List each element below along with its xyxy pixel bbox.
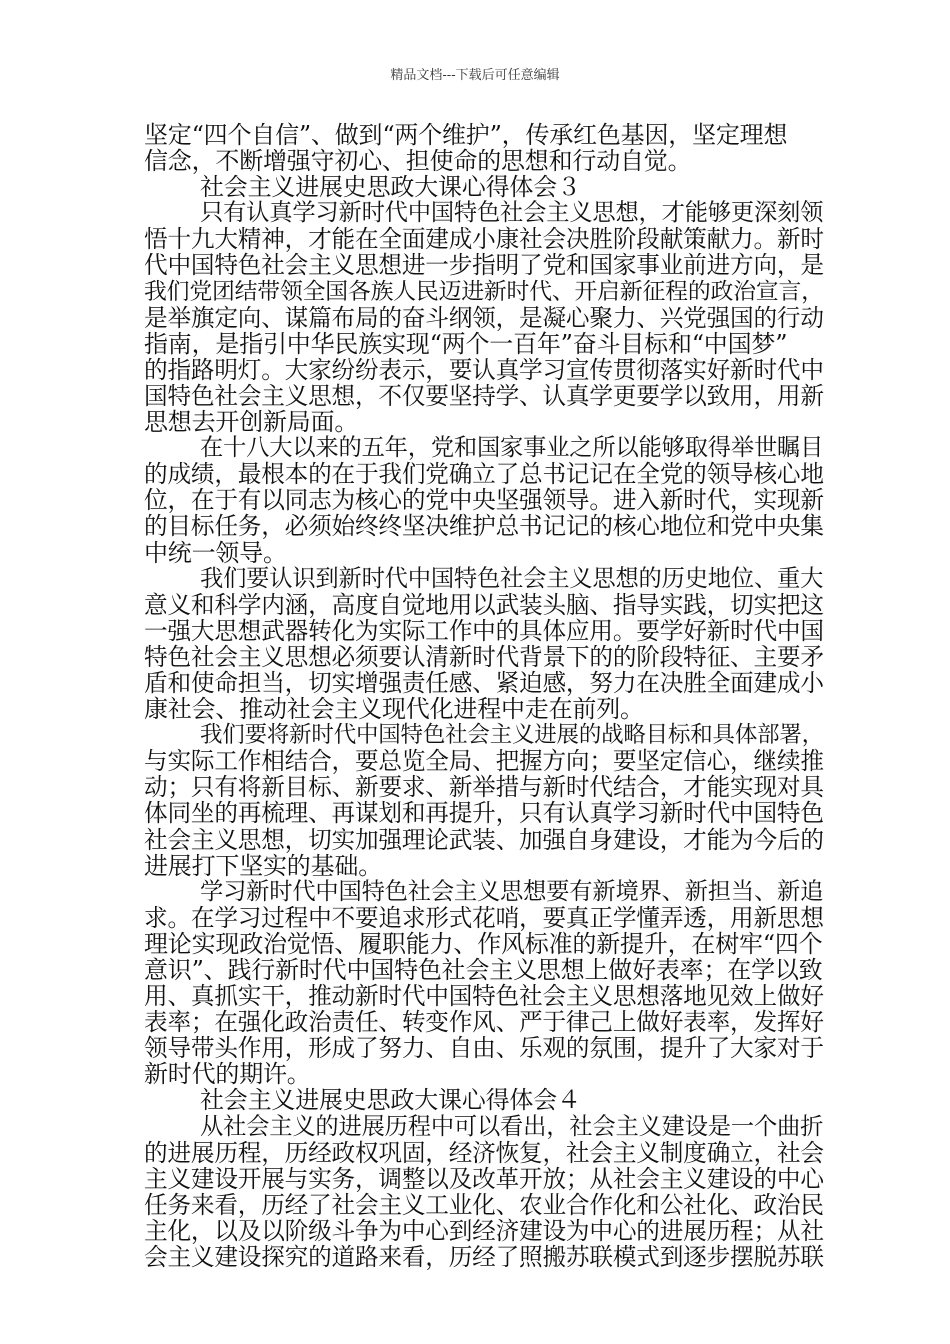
text-line: 意义和科学内涵，高度自觉地用以武装头脑、指导实践，切实把这 [144, 590, 824, 619]
text-line: 信念，不断增强守初心、担使命的思想和行动自觉。 [144, 147, 692, 176]
text-line: 理论实现政治觉悟、履职能力、作风标准的新提升，在树牢“四个 [144, 929, 823, 958]
text-line: 位，在于有以同志为核心的党中央坚强领导。进入新时代，实现新 [144, 486, 824, 515]
text-line: 代中国特色社会主义思想进一步指明了党和国家事业前进方向，是 [144, 251, 824, 280]
text-line: 进展打下坚实的基础。 [144, 851, 382, 880]
text-line: 表率；在强化政治责任、转变作风、严于律己上做好表率，发挥好 [144, 1008, 824, 1037]
text-line: 坚定“四个自信”、做到“两个维护”，传承红色基因，坚定理想 [144, 121, 788, 149]
text-line: 主化，以及以阶级斗争为中心到经济建设为中心的进展历程；从社 [144, 1216, 824, 1245]
text-line: 的成绩，最根本的在于我们党确立了总书记记在全党的领导核心地 [144, 460, 824, 489]
text-line: 是举旗定向、谋篇布局的奋斗纲领，是凝心聚力、兴党强国的行动 [144, 303, 824, 332]
text-line: 动；只有将新目标、新要求、新举措与新时代结合，才能实现对具 [144, 773, 824, 802]
text-line: 与实际工作相结合，要总览全局、把握方向；要坚定信心，继续推 [144, 747, 824, 776]
text-line: 只有认真学习新时代中国特色社会主义思想，才能够更深刻领 [200, 199, 824, 227]
text-line: 我们党团结带领全国各族人民迈进新时代、开启新征程的政治宣言， [144, 278, 824, 305]
text-line: 悟十九大精神，才能在全面建成小康社会决胜阶段献策献力。新时 [144, 225, 824, 254]
text-line: 从社会主义的进展历程中可以看出，社会主义建设是一个曲折 [200, 1112, 824, 1140]
text-line: 思想去开创新局面。 [144, 408, 359, 437]
text-line: 一强大思想武器转化为实际工作中的具体应用。要学好新时代中国 [144, 616, 824, 645]
text-line: 新时代的期许。 [144, 1060, 311, 1089]
text-line: 求。在学习过程中不要追求形式花哨，要真正学懂弄透，用新思想 [144, 903, 824, 932]
text-line: 主义建设开展与实务，调整以及改革开放；从社会主义建设的中心 [144, 1164, 824, 1193]
text-line: 康社会、推动社会主义现代化进程中走在前列。 [144, 695, 644, 724]
text-line: 学习新时代中国特色社会主义思想要有新境界、新担当、新追 [200, 877, 824, 905]
text-line: 盾和使命担当，切实增强责任感、紧迫感，努力在决胜全面建成小 [144, 668, 824, 697]
text-line: 意识”、践行新时代中国特色社会主义思想上做好表率；在学以致 [144, 956, 823, 984]
text-line: 社会主义思想，切实加强理论武装、加强自身建设，才能为今后的 [144, 825, 824, 854]
text-line: 的指路明灯。大家纷纷表示，要认真学习宣传贯彻落实好新时代中 [144, 355, 824, 384]
text-line: 的进展历程，历经政权巩固，经济恢复，社会主义制度确立，社会 [144, 1138, 824, 1167]
page-header: 精品文档---下载后可任意编辑 [390, 68, 560, 83]
text-line: 社会主义进展史思政大课心得体会３ [200, 173, 581, 202]
text-line: 的目标任务，必须始终终坚决维护总书记记的核心地位和党中央集 [144, 512, 824, 541]
text-line: 特色社会主义思想必须要认清新时代背景下的的阶段特征、主要矛 [144, 642, 824, 671]
text-line: 国特色社会主义思想，不仅要坚持学、认真学更要学以致用，用新 [144, 381, 824, 410]
text-line: 任务来看，历经了社会主义工业化、农业合作化和公社化、政治民 [144, 1190, 824, 1219]
text-line: 指南，是指引中华民族实现“两个一百年”奋斗目标和“中国梦” [144, 329, 788, 358]
text-line: 会主义建设探究的道路来看，历经了照搬苏联模式到逐步摆脱苏联 [144, 1243, 824, 1272]
text-line: 体同坐的再梳理、再谋划和再提升，只有认真学习新时代中国特色 [144, 799, 824, 828]
text-line: 在十八大以来的五年，党和国家事业之所以能够取得举世瞩目 [200, 434, 824, 462]
document-body [144, 122, 824, 1270]
text-line: 领导带头作用，形成了努力、自由、乐观的氛围，提升了大家对于 [144, 1034, 824, 1063]
text-line: 我们要将新时代中国特色社会主义进展的战略目标和具体部署， [200, 722, 824, 749]
text-line: 社会主义进展史思政大课心得体会４ [200, 1086, 581, 1115]
text-line: 我们要认识到新时代中国特色社会主义思想的历史地位、重大 [200, 564, 824, 592]
text-line: 中统一领导。 [144, 538, 287, 567]
text-line: 用、真抓实干，推动新时代中国特色社会主义思想落地见效上做好 [144, 982, 824, 1011]
